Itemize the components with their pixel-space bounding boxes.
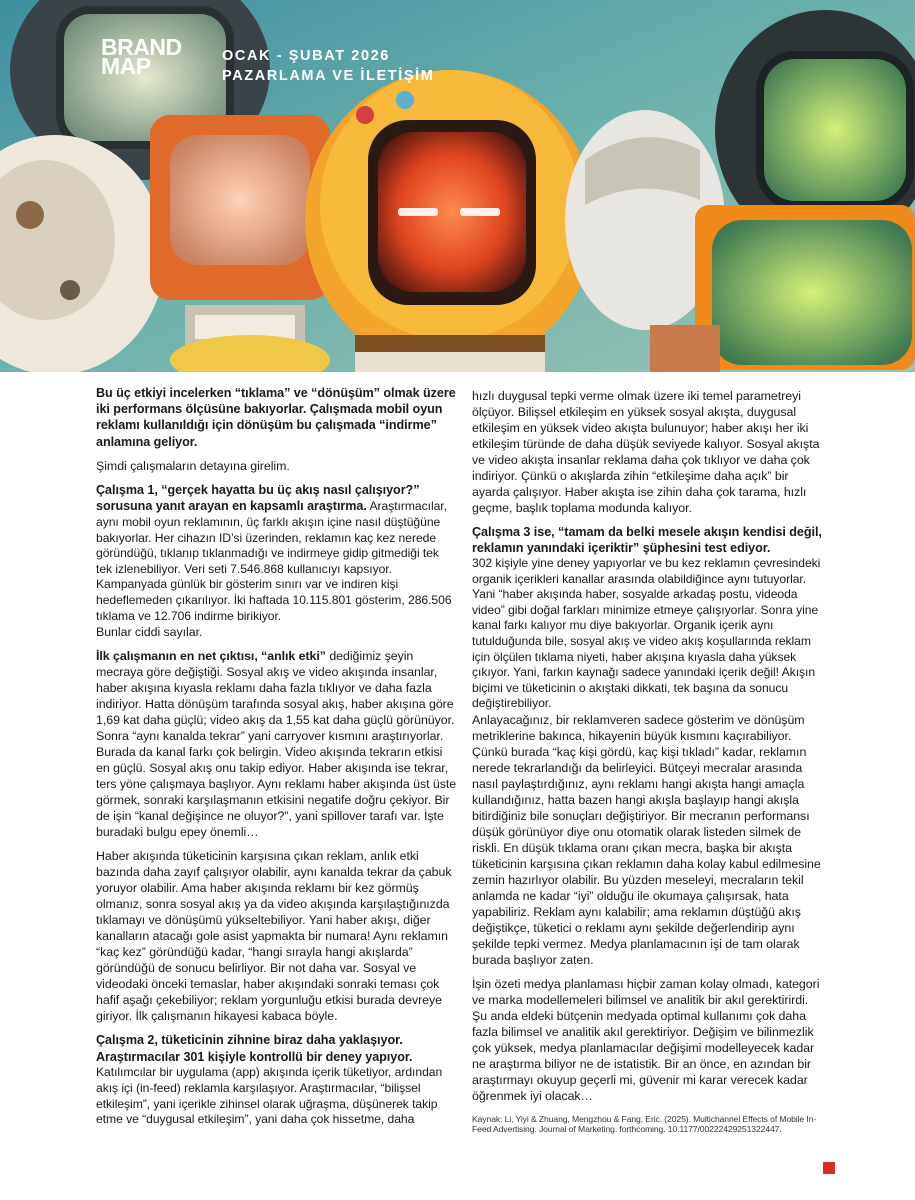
study2-body: Katılımcılar bir uygulama (app) akışında içerik tüketiyor, ardından akış içi (in-feed) reklamla karşılaşıyor. Araştırmacılar, “bilişsel etkileşim”, yani içerikle zihinsel olarak uğraşma, düşünerek takip etme ve “duygusal etkileşim”, yani daha çok hissetme, daha: [96, 1065, 443, 1127]
study1-heading: Çalışma 1, “gerçek hayatta bu üç akış nasıl çalışıyor?” sorusuna yanıt arayan en kapsamlı araştırma.: [96, 482, 420, 514]
study2-heading: Çalışma 2, tüketicinin zihnine biraz daha yaklaşıyor. Araştırmacılar 301 kişiyle kontrollü bir deney yapıyor.: [96, 1033, 413, 1064]
article-column-left: [96, 385, 458, 1128]
finding-body: dediğimiz şeyin mecraya göre değiştiği. Sosyal akış ve video akışında insanlar, haber akışına kıyasla reklamı daha fazla tıklıyor ve daha fazla indiriyor. Hatta dönüşüm tarafında sosyal akış, haber akışına göre 1,69 kat daha güçlü; video akış da 1,55 kat daha güçlü görünüyor. Sonra “aynı kanalda tekrar” yani carryover kısmını araştırıyorlar. Burada da kanal farkı çok belirgin. Video akışında tekrarın etkisi en güçlü. Sosyal akış onu takip ediyor. Haber akışında ise tekrar, ters yöne çalışmaya başlıyor. Aynı reklamı haber akışında üst üste görmek, sonraki karşılaşmanın etkisini negatife doğru çekiyor. Bir de işin “kanal değişince ne oluyor?”, yani spillover tarafı var. İşte buradaki bulgu epey önemli…: [96, 649, 457, 840]
brand-logo: [101, 34, 182, 79]
study1-closing: Bunlar ciddi sayılar.: [96, 625, 203, 640]
issue-header: [222, 46, 434, 86]
article-column-right: [472, 388, 824, 1135]
intro-paragraph: Şimdi çalışmaların detayına girelim.: [96, 458, 290, 473]
study1-body: Araştırmacılar, aynı mobil oyun reklamının, üç farklı akışın içine nasıl düştüğüne bakıyorlar. Her cihazın ID’si üzerinden, reklamın kaç kez nerede göründüğü, tıklanıp tıklanmadığı ve indirmeye gidip gitmediği tek tek izlenebiliyor. Veri seti 7.546.868 kullanıcıyı kapsıyor. Kampanyada günlük bir gösterim sınırı var ve indiren kişi hedeflemeden çıkarılıyor. İki haftada 10.115.801 gösterim, 286.506 tıklama ve 12.706 indirme birikiyor.: [96, 499, 452, 623]
brand-logo-line2: MAP: [101, 53, 151, 79]
study3-body: 302 kişiyle yine deney yapıyorlar ve bu kez reklamın çevresindeki organik içerikleri kanallar arasında olabildiğince aynı tutuyorlar. Yani “haber akışında haber, sosyalde arkadaş postu, videoda video” gibi doğal farkları minimize etmeye çalışıyorlar. Sonra yine kanal farkı kalıyor mu diye bakıyorlar. Organik içerik aynı tutulduğunda bile, sosyal akış ve video akış koşullarında reklam için ölçülen tıklama niyeti, haber akışına kıyasla daha yüksek çıkıyor. Yani, farkın kaynağı sadece yanındaki içerik değil! Akışın biçimi ve tüketicinin o akıştaki dikkati, tek başına da sonucu değiştirebiliyor.: [472, 556, 821, 711]
study3-paragraph: [472, 524, 824, 712]
study2-paragraph: [96, 1032, 458, 1128]
source-citation: Kaynak: Li, Yiyi & Zhuang, Mengzhou & Fang, Eric. (2025). Multichannel Effects of Mobile In-Feed Advertising. Journal of Marketing. forthcoming. 10.1177/00222429251322447.: [472, 1113, 817, 1135]
brand-logo-line1: BRAND: [101, 34, 182, 60]
lead-paragraph: Bu üç etkiyi incelerken “tıklama” ve “dönüşüm” olmak üzere iki performans ölçüsüne bakıyorlar. Çalışmada mobil oyun reklamı kullanıldığı için dönüşüm bu çalışmada “indirme” anlamına geliyor.: [96, 386, 456, 449]
hero-illustration: [0, 0, 915, 372]
end-of-article-mark: [823, 1162, 835, 1174]
study1-paragraph: [96, 482, 458, 624]
study2-continued: hızlı duygusal tepki verme olmak üzere iki temel parametreyi ölçüyor. Bilişsel etkileşim en yüksek sosyal akışta, duygusal etkileşim en yüksek video akışta bulunuyor; haber akışı her iki etkileşim türünde de daha düşük seviyede kalıyor. Sosyal akışta ve video akışta insanlar reklama daha çok tıklıyor ve daha çok indiriyor. Çünkü o akışlarda zihin “etkileşime daha açık” bir ayarda çalışıyor. Haber akışta ise zihin daha çok tarama, hızlı geçme, başlık toplama modunda kalıyor.: [472, 389, 820, 515]
closing-paragraph: İşin özeti medya planlaması hiçbir zaman kolay olmadı, kategori ve marka modellemeleri bilimsel ve analitik bir akıl gerektirirdi. Şu anda eldeki bütçenin medyada optimal kullanımı çok daha fazla bilimsel ve analitik akıl gerektiriyor. Değişim ve bilinmezlik çok yüksek, medya planlamacılar değişimi modelleyecek kadar ne araştırma biliyor ne de istatistik. Bir an önce, en azından bir araştırmayı okuyup geçerli mi, güvenir mi karar verecek kadar öğrenmek iyi olacak…: [472, 976, 820, 1103]
news-feed-paragraph: Haber akışında tüketicinin karşısına çıkan reklam, anlık etki bazında daha zayıf çalışıyor olabilir, aynı kanalda tekrar da çabuk yoruyor olabilir. Ama haber akışında reklamı bir kez görmüş olmanız, sonra sosyal akış ya da video akışında karşılaştığınızda tıklamayı ve dönüşümü yükseltebiliyor. Yani haber akışı, diğer kanalların atacağı gole asist yapmakta bir numara! Aynı reklamın “kaç kez” göründüğü kadar, “hangi sırayla hangi akışlarda” göründüğü de sonucu belirliyor. Bir not daha var. Sosyal ve videodaki önceki temaslar, haber akışındaki sonraki teması çok hafif aşağı çekebiliyor; reklam yorgunluğu etkisi burada devreye giriyor. İlk çalışmanın hikayesi kabaca böyle.: [96, 849, 452, 1024]
study3-heading: Çalışma 3 ise, “tamam da belki mesele akışın kendisi değil, reklamın yanındaki içeriktir” şüphesini test ediyor.: [472, 525, 822, 555]
finding-heading: İlk çalışmanın en net çıktısı, “anlık etki”: [96, 649, 326, 664]
section-title: PAZARLAMA VE İLETİŞİM: [222, 68, 435, 84]
conclusion-paragraph: Anlayacağınız, bir reklamveren sadece gösterim ve dönüşüm metriklerine bakınca, hikayenin büyük kısmını kaçırabiliyor. Çünkü burada “kaç kişi gördü, kaç kişi tıkladı” kadar, reklamın nerede tekrarlandığı da belirleyici. Bütçeyi mecralar arasında nasıl paylaştırdığınız, aynı reklamı hangi akışta hangi amaçla kullandığınız, hatta bazen hangi akışla başlayıp hangi akışla bitirdiğiniz bile sonuçları değiştiriyor. Bir mecranın performansı düşük görünüyor diye onu otomatik olarak listeden silmek de riskli. En düşük tıklama oranı çıkan mecra, başka bir akışta tüketicinin karşısına çıkan reklamın daha kolay kabul edilmesine zemin hazırlıyor olabilir. Bu yüzden meseleyi, mecraların tekil anlamda ne kadar “iyi” olduğu ile okumaya çalışırsak, hata yapabiliriz. Reklam aynı kalabilir; ama reklamın düştüğü akış değiştikçe, tüketici o reklamı aynı şekilde değerlendirip aynı şekilde tepki vermez. Medya planlamacının işi de tam olarak burada başlıyor zaten.: [472, 712, 821, 967]
finding-paragraph: [96, 648, 458, 840]
issue-date: OCAK - ŞUBAT 2026: [222, 48, 390, 64]
